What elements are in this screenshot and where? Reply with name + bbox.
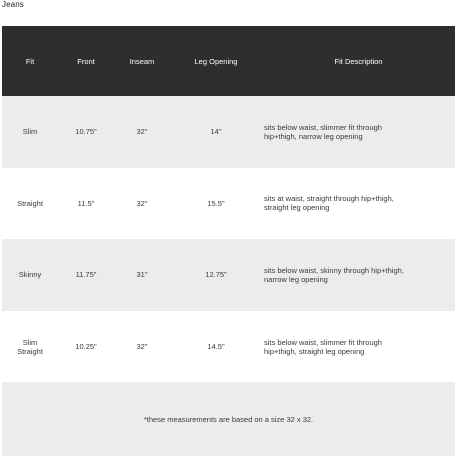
table-header-row <box>2 26 455 96</box>
table-row <box>2 168 455 240</box>
description-text: sits below waist, slimmer fit through hip+thigh, narrow leg opening <box>264 122 382 141</box>
description-text: sits at waist, straight through hip+thigh, straight leg opening <box>264 194 394 213</box>
inseam-cell: 32" <box>114 311 170 383</box>
description-cell <box>262 168 455 240</box>
fit-label: Straight <box>17 198 43 208</box>
header-leg-opening: Leg Opening <box>170 26 262 96</box>
size-chart-table <box>2 26 455 456</box>
description-cell <box>262 96 455 168</box>
fit-cell <box>2 239 58 311</box>
description-text: sits below waist, skinny through hip+thigh, narrow leg opening <box>264 265 404 284</box>
page-title: Jeans <box>2 0 24 9</box>
fit-label: Slim Straight <box>17 337 43 356</box>
fit-label: Skinny <box>18 270 42 280</box>
table-row <box>2 311 455 383</box>
inseam-cell: 32" <box>114 96 170 168</box>
leg-opening-cell: 12.75" <box>170 239 262 311</box>
table-row <box>2 239 455 311</box>
description-cell <box>262 311 455 383</box>
footnote-row <box>2 382 455 456</box>
front-cell: 11.5" <box>58 168 114 240</box>
front-cell: 10.75" <box>58 96 114 168</box>
fit-label: Slim <box>22 127 38 137</box>
fit-cell <box>2 311 58 383</box>
header-fit-description: Fit Description <box>262 26 455 96</box>
leg-opening-cell: 14.5" <box>170 311 262 383</box>
leg-opening-cell: 15.5" <box>170 168 262 240</box>
description-text: sits below waist, slimmer fit through hip+thigh, straight leg opening <box>264 337 382 356</box>
leg-opening-cell: 14" <box>170 96 262 168</box>
description-cell <box>262 239 455 311</box>
inseam-cell: 31" <box>114 239 170 311</box>
fit-cell <box>2 168 58 240</box>
footnote: *these measurements are based on a size 32 x 32. <box>2 382 455 456</box>
header-fit: Fit <box>2 26 58 96</box>
front-cell: 10.25" <box>58 311 114 383</box>
header-inseam: Inseam <box>114 26 170 96</box>
inseam-cell: 32" <box>114 168 170 240</box>
table-row <box>2 96 455 168</box>
fit-cell <box>2 96 58 168</box>
front-cell: 11.75" <box>58 239 114 311</box>
header-front: Front <box>58 26 114 96</box>
